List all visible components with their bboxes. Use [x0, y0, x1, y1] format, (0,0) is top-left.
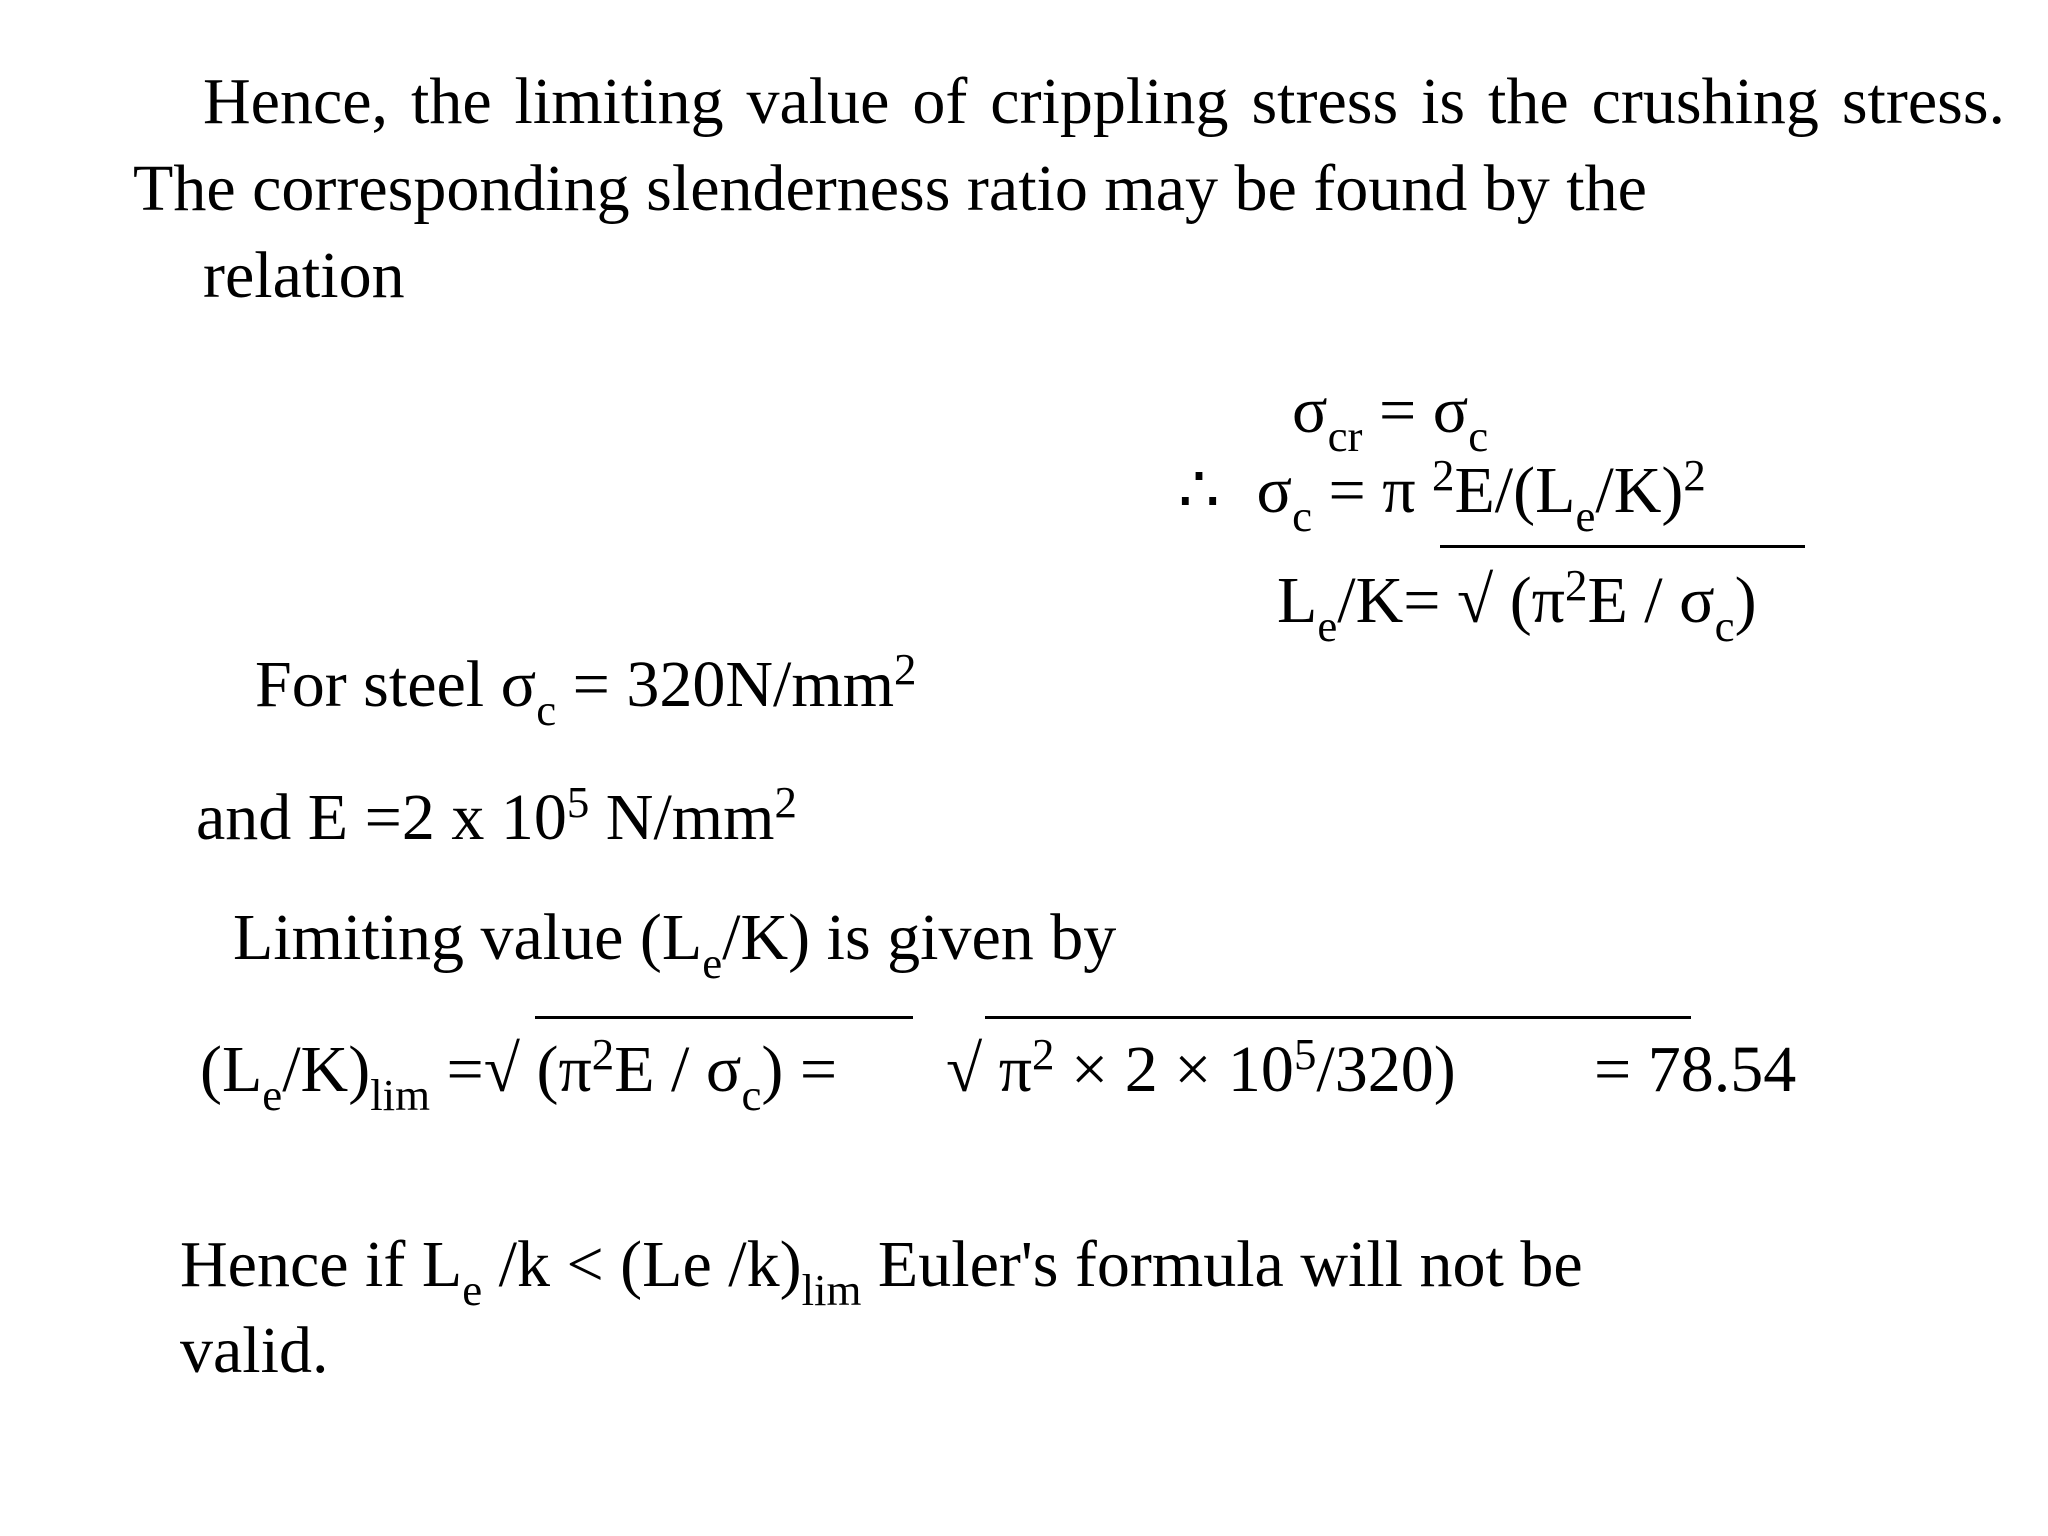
sigma-symbol: σ — [1256, 454, 1293, 527]
superscript-2: 2 — [1432, 449, 1455, 500]
limiting-result — [1594, 1033, 1797, 1106]
calc-text: =√ (π — [430, 1033, 592, 1106]
result-value: = 78.54 — [1594, 1033, 1797, 1106]
subscript-c: c — [741, 1069, 762, 1120]
equation-text: /K) — [1595, 454, 1684, 527]
superscript-2: 2 — [774, 776, 797, 827]
intro-text-last-line: relation — [203, 239, 405, 312]
limiting-text: Limiting value (L — [233, 901, 703, 974]
equation-text: = π — [1312, 454, 1433, 527]
subscript-c: c — [536, 684, 557, 735]
conclusion-line-1 — [180, 1228, 1583, 1315]
modulus-text: N/mm — [589, 781, 775, 854]
subscript-lim: lim — [370, 1069, 431, 1120]
superscript-2: 2 — [591, 1028, 615, 1079]
intro-paragraph — [133, 58, 2005, 319]
subscript-c: c — [1714, 600, 1735, 651]
subscript-e: e — [1317, 600, 1338, 651]
steel-text: = 320N/mm — [556, 648, 895, 721]
subscript-c: c — [1468, 410, 1489, 461]
conclusion-text: Euler's formula will not be — [861, 1228, 1583, 1301]
calc-text: /K) — [282, 1033, 371, 1106]
equation-text: E / σ — [1587, 564, 1715, 637]
radical-overline — [535, 1016, 913, 1019]
calc-text: √ π — [946, 1033, 1033, 1106]
calc-text: /320) — [1316, 1033, 1456, 1106]
equation-text: /K= √ (π — [1337, 564, 1565, 637]
calc-text: E / σ — [614, 1033, 742, 1106]
elastic-modulus — [196, 776, 797, 854]
conclusion-text: /k < (Le /k) — [482, 1228, 802, 1301]
superscript-5: 5 — [1293, 1028, 1317, 1079]
conclusion-line-2 — [180, 1314, 329, 1387]
superscript-2: 2 — [1683, 449, 1706, 500]
sigma-symbol: σ — [1432, 374, 1469, 447]
equation-euler-crushing — [1178, 449, 1706, 541]
limiting-calculation-numeric — [946, 1028, 1456, 1106]
calc-text: × 2 × 10 — [1054, 1033, 1294, 1106]
superscript-2: 2 — [894, 643, 917, 694]
calc-text: ) = — [761, 1033, 838, 1106]
equation-text: ) — [1734, 564, 1757, 637]
equation-text: E/(L — [1454, 454, 1576, 527]
subscript-lim: lim — [801, 1264, 862, 1315]
subscript-c: c — [1292, 490, 1312, 541]
subscript-e: e — [702, 937, 723, 988]
equals-sign: = — [1362, 374, 1433, 447]
equation-critical-stress — [1292, 374, 1489, 461]
radical-overline — [985, 1016, 1691, 1019]
superscript-2: 2 — [1565, 559, 1588, 610]
conclusion-text: valid. — [180, 1314, 329, 1387]
modulus-text: and E =2 x 10 — [196, 781, 567, 854]
intro-text: Hence, the limiting value of crippling stress is the crushing stress. The corresponding slenderness ratio may be found by the — [133, 65, 2005, 225]
subscript-cr: cr — [1327, 410, 1363, 461]
superscript-2: 2 — [1032, 1028, 1055, 1079]
limiting-calculation — [200, 1028, 838, 1120]
conclusion-text: Hence if L — [180, 1228, 463, 1301]
superscript-5: 5 — [566, 776, 590, 827]
radical-overline — [1440, 545, 1805, 548]
equation-text: L — [1277, 564, 1318, 637]
calc-text: (L — [200, 1033, 263, 1106]
equation-slenderness-ratio — [1277, 559, 1757, 651]
therefore-symbol: ∴ — [1178, 454, 1226, 527]
limiting-value-heading — [233, 901, 1117, 988]
steel-crushing-stress — [255, 643, 917, 735]
subscript-e: e — [1575, 490, 1596, 541]
sigma-symbol: σ — [1292, 374, 1328, 447]
steel-text: For steel σ — [255, 648, 537, 721]
subscript-e: e — [462, 1264, 483, 1315]
subscript-e: e — [262, 1069, 283, 1120]
limiting-text: /K) is given by — [722, 901, 1117, 974]
